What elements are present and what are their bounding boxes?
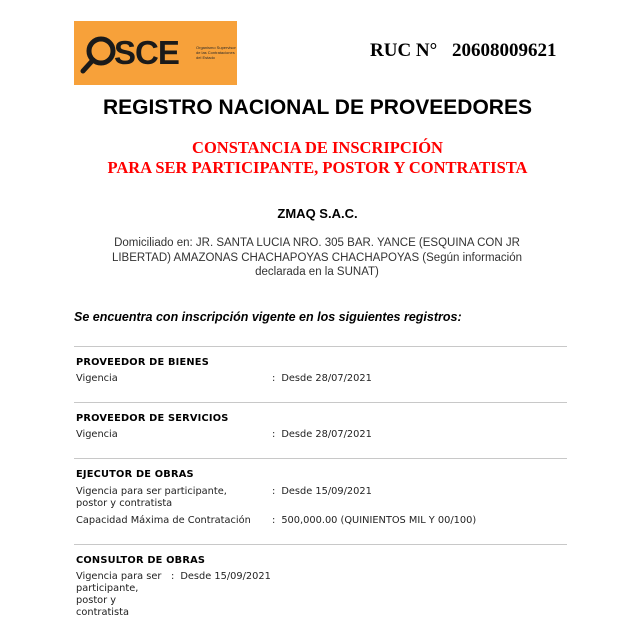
row-label: Capacidad Máxima de Contratación	[76, 515, 251, 526]
row-value	[171, 571, 271, 583]
address-line-2: LIBERTAD) AMAZONAS CHACHAPOYAS CHACHAPOYAS (Según información	[111, 251, 523, 264]
row-label	[76, 571, 161, 619]
vigencia-ejecutor: Desde 15/09/2021	[281, 486, 372, 497]
section-title-ejecutor: EJECUTOR DE OBRAS	[76, 469, 194, 480]
section-divider	[74, 458, 567, 459]
subtitle-line-2: PARA SER PARTICIPANTE, POSTOR Y CONTRATISTA	[107, 158, 528, 177]
capacidad-maxima: 500,000.00 (QUINIENTOS MIL Y 00/100)	[281, 515, 477, 526]
row-label-line: postor y	[76, 595, 117, 606]
row-value	[272, 373, 372, 385]
address-line-1: Domiciliado en: JR. SANTA LUCIA NRO. 305 BAR. YANCE (ESQUINA CON JR	[114, 237, 520, 249]
section-divider	[74, 402, 567, 403]
row-value	[272, 515, 476, 527]
row-value	[272, 429, 372, 441]
company-name: ZMAQ S.A.C.	[277, 206, 358, 221]
subtitle-line-1: CONSTANCIA DE INSCRIPCIÓN	[192, 138, 443, 157]
row-separator: :	[272, 429, 276, 440]
logo-tagline: Organismo Supervisor de las Contrataciones del Estado	[196, 45, 236, 60]
section-divider	[74, 346, 567, 347]
section-divider	[74, 544, 567, 545]
company-address	[92, 236, 542, 280]
ruc-number	[370, 40, 556, 62]
vigencia-consultor: Desde 15/09/2021	[180, 571, 271, 582]
ruc-label: RUC N°	[370, 40, 438, 61]
osce-logo	[74, 21, 237, 85]
row-label: Vigencia	[76, 373, 118, 384]
row-label-line: postor y contratista	[76, 498, 173, 509]
row-value	[272, 486, 372, 498]
page-title: REGISTRO NACIONAL DE PROVEEDORES	[102, 96, 532, 119]
logo-wordmark: SCE	[114, 34, 179, 71]
row-separator: :	[272, 486, 276, 497]
row-label: Vigencia	[76, 429, 118, 440]
section-title-servicios: PROVEEDOR DE SERVICIOS	[76, 413, 229, 424]
row-label-line: Vigencia para ser	[76, 571, 162, 582]
row-label-line: contratista	[76, 607, 129, 618]
address-line-3: declarada en la SUNAT)	[255, 266, 379, 278]
row-separator: :	[272, 515, 276, 526]
row-label-line: participante,	[76, 583, 139, 594]
section-title-consultor: CONSULTOR DE OBRAS	[76, 555, 206, 566]
row-label-line: Vigencia para ser participante,	[76, 486, 227, 497]
vigencia-servicios: Desde 28/07/2021	[281, 429, 372, 440]
registrations-intro: Se encuentra con inscripción vigente en los siguientes registros:	[74, 310, 462, 324]
row-separator: :	[272, 373, 276, 384]
section-title-bienes: PROVEEDOR DE BIENES	[76, 357, 209, 368]
row-label	[76, 486, 227, 510]
row-separator: :	[171, 571, 175, 582]
vigencia-bienes: Desde 28/07/2021	[281, 373, 372, 384]
ruc-value: 20608009621	[451, 40, 557, 61]
certificate-subtitle	[0, 138, 635, 178]
